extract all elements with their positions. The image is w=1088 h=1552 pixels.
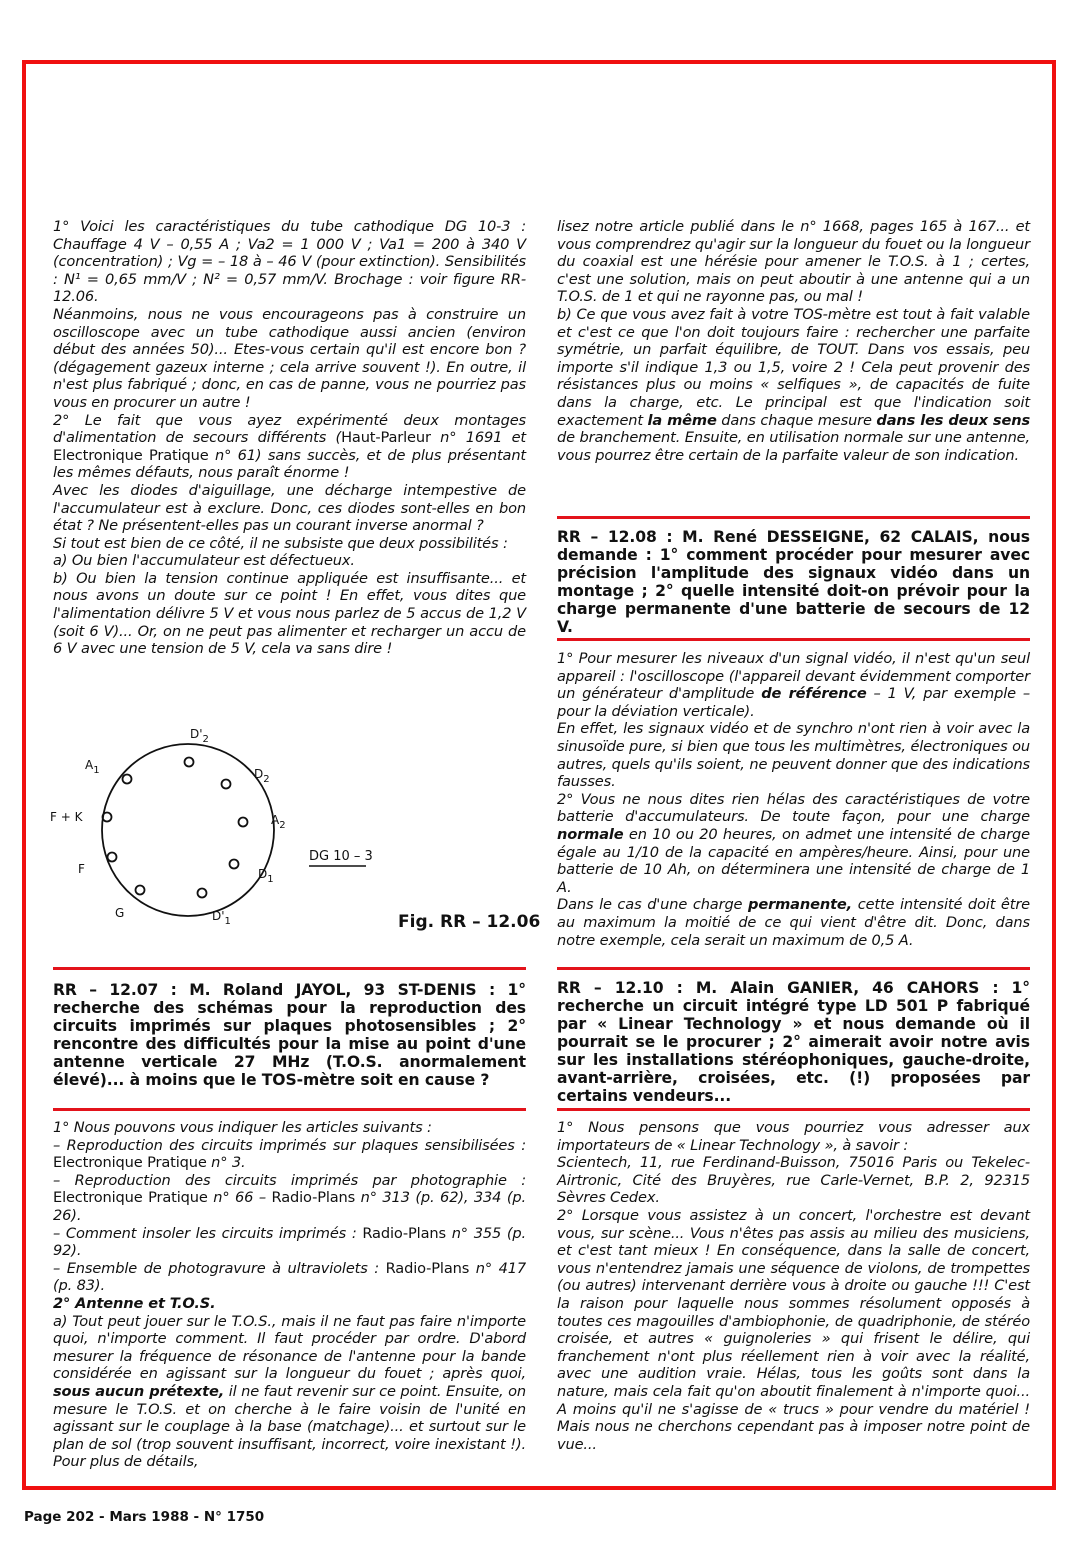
pin-label-a2: $A_2$ — [271, 813, 286, 831]
answer-paragraph: – Reproduction des circuits imprimés par photographie : Electronique Pratique n° 66 – Radio-Plans n° 313 (p. 62), 334 (p. 26). — [53, 1171, 526, 1224]
answer-paragraph: lisez notre article publié dans le n° 1668, pages 165 à 167... et vous comprendrez qu'agir sur la longueur du fouet ou la longueur du coaxial est une hérésie pour amener le T.O.S. à 1 ; certes, c'est une solution, mais on peut aboutir à une antenne qui a un T.O.S. de 1 et qui ne rayonne pas, ou mal ! — [557, 218, 1030, 306]
answer-paragraph: 1° Pour mesurer les niveaux d'un signal vidéo, il n'est qu'un seul appareil : l'oscilloscope (l'appareil devant évidemment comporter un générateur d'amplitude de référence – 1 V, par exemple – pour la déviation verticale). — [557, 650, 1030, 720]
pin-label-a1: $A_1$ — [85, 758, 100, 776]
answer-paragraph: 1° Voici les caractéristiques du tube cathodique DG 10-3 : Chauffage 4 V – 0,55 A ; Va2 = 1 000 V ; Va1 = 200 à 340 V (concentration) ; Vg = – 18 à – 46 V (pour extinction). Sensibilités : N¹ = 0,65 mm/V ; N² = 0,57 mm/V. Brochage : voir figure RR-12.06. — [53, 218, 526, 306]
answer-address: Scientech, 11, rue Ferdinand-Buisson, 75016 Paris ou Tekelec-Airtronic, Cité des Bruyères, rue Carle-Vernet, B.P. 2, 92315 Sèvres Cedex. — [557, 1154, 1030, 1207]
pin-label-d2: $D_2$ — [254, 767, 270, 785]
answer-paragraph: Si tout est bien de ce côté, il ne subsiste que deux possibilités : — [53, 534, 508, 552]
red-rule — [557, 1108, 1030, 1111]
answer-rr1207-continued — [557, 218, 1030, 464]
answer-paragraph: 1° Nous pensons que vous pourriez vous adresser aux importateurs de « Linear Technology », à savoir : — [557, 1119, 1030, 1154]
answer-rr1208 — [557, 650, 1030, 949]
answer-paragraph: 2° Lorsque vous assistez à un concert, l'orchestre est devant vous, sur scène... Vous n'êtes pas assis au milieu des musiciens, et c'est tant mieux ! En conséquence, dans la salle de concert, vous n'entendrez jamais une séquence de violons, de trompettes (ou autres) intervenant derrière vous à droite ou gauche !!! C'est la raison pour laquelle nous sommes résolument opposés à toutes ces magouilles d'ambiophonie, de quadriphonie, de stéréo croisée, et autres « guignoleries » qui frisent le délire, qui franchement n'ont plus réellement rien à voir avec la réalité, avec une audition vraie. Hélas, tous les goûts sont dans la nature, mais cela fait qu'on aboutit finalement à n'importe quoi... A moins qu'il ne s'agisse de « trucs » pour vendre du matériel ! Mais nous ne cherchons cependant pas à imposer notre point de vue... — [557, 1206, 1030, 1453]
question-header-rr1207: RR – 12.07 : M. Roland JAYOL, 93 ST-DENIS : 1° recherche des schémas pour la reproduction des circuits imprimés sur plaques photosensibles ; 2° rencontre des difficultés pour la mise au point d'une antenne verticale 27 MHz (T.O.S. anormalement élevé)... à moins que le TOS-mètre soit en cause ? — [53, 981, 526, 1089]
answer-paragraph: – Ensemble de photogravure à ultraviolets : Radio-Plans n° 417 (p. 83). — [53, 1259, 526, 1295]
pin-label-d-prime-2: $D'_2$ — [190, 727, 209, 745]
red-rule — [557, 516, 1030, 519]
answer-paragraph: Dans le cas d'une charge permanente, cette intensité doit être au maximum la moitié de ce qui vient d'être dit. Donc, dans notre exemple, cela serait un maximum de 0,5 A. — [557, 896, 1031, 949]
question-header-rr1208: RR – 12.08 : M. René DESSEIGNE, 62 CALAIS, nous demande : 1° comment procéder pour mesurer avec précision l'amplitude des signaux vidéo dans un montage ; 2° quelle intensité doit-on prévoir pour la charge permanente d'une batterie de secours de 12 V. — [557, 528, 1030, 636]
answer-paragraph: b) Ou bien la tension continue appliquée est insuffisante... et nous avons un doute sur ce point ! En effet, vous dites que l'alimentation délivre 5 V et vous nous parlez de 5 accus de 1,2 V (soit 6 V)... Or, on ne peut pas alimenter et recharger un accu de 6 V avec une tension de 5 V, cela va sans dire ! — [53, 569, 526, 658]
answer-paragraph: a) Ou bien l'accumulateur est défectueux. — [53, 552, 355, 570]
answer-paragraph: b) Ce que vous avez fait à votre TOS-mètre est tout à fait valable et c'est ce que l'on doit toujours faire : rechercher une parfaite symétrie, un parfait équilibre, de TOUT. Dans vos essais, peu importe s'il indique 1,3 ou 1,5, voire 2 ! Cela peut provenir des résistances plus ou moins « selfiques », de capacités de fuite dans la charge, etc. Le principal est que l'indication soit exactement la même dans chaque mesure dans les deux sens de branchement. Ensuite, en utilisation normale sur une antenne, vous pourrez être certain de la parfaite valeur de son indication. — [557, 305, 1030, 464]
pin-label-d-prime-1: $D'_1$ — [212, 909, 231, 927]
pin-label-f-plus-k: F + K — [50, 810, 83, 824]
answer-paragraph: a) Tout peut jouer sur le T.O.S., mais il ne faut pas faire n'importe quoi, n'importe comment. Il faut procéder par ordre. D'abord mesurer la fréquence de résonance de l'antenne pour la bande considérée en agissant sur la longueur du fouet ; après quoi, sous aucun prétexte, il ne faut revenir sur ce point. Ensuite, on mesure le T.O.S. et on cherche à le faire voisin de l'unité en agissant sur le couplage à la base (matchage)... et surtout sur le plan de sol (trop souvent insuffisant, incorrect, voire inexistant !). Pour plus de détails, — [53, 1312, 526, 1471]
question-header-rr1210: RR – 12.10 : M. Alain GANIER, 46 CAHORS : 1° recherche un circuit intégré type LD 501 P fabriqué par « Linear Technology » et nous demande où il pourrait se le procurer ; 2° aimerait avoir notre avis sur les installations stéréophoniques, gauche-droite, avant-arrière, croisées, etc. (!) proposées par certains vendeurs... — [557, 979, 1030, 1105]
red-rule — [557, 638, 1030, 641]
answer-rr1207 — [53, 1119, 526, 1471]
answer-paragraph: – Comment insoler les circuits imprimés : Radio-Plans n° 355 (p. 92). — [53, 1224, 527, 1260]
answer-paragraph: En effet, les signaux vidéo et de synchro n'ont rien à voir avec la sinusoïde pure, si bien que tous les multimètres, électroniques ou autres, quels qu'ils soient, ne peuvent donner que des indications fausses. — [557, 720, 1030, 791]
red-rule — [53, 1108, 526, 1111]
page-footer: Page 202 - Mars 1988 - N° 1750 — [24, 1509, 265, 1525]
figure-caption: Fig. RR – 12.06 — [398, 912, 541, 932]
answer-paragraph: Néanmoins, nous ne vous encourageons pas à construire un oscilloscope avec un tube cathodique aussi ancien (environ début des années 50)... Etes-vous certain qu'il est encore bon ? (dégagement gazeux interne ; cela arrive souvent !). En outre, il n'est plus fabriqué ; donc, en cas de panne, vous ne pourriez pas vous en procurer un autre ! — [53, 305, 526, 411]
answer-paragraph: 1° Nous pouvons vous indiquer les articles suivants : — [53, 1119, 432, 1136]
tube-pinout-diagram — [40, 720, 400, 940]
answer-paragraph: 2° Le fait que vous ayez expérimenté deux montages d'alimentation de secours différents (Haut-Parleur n° 1691 et Electronique Pratique n° 61) sans succès, et de plus présentant les mêmes défauts, nous paraît énorme ! — [53, 411, 526, 482]
red-rule — [557, 967, 1030, 970]
pin-label-f: F — [78, 862, 85, 876]
tube-label: DG 10 – 3 — [309, 849, 373, 864]
pin-label-d1: $D_1$ — [258, 867, 274, 885]
answer-paragraph: Avec les diodes d'aiguillage, une décharge intempestive de l'accumulateur est à exclure. Donc, ces diodes sont-elles en bon état ? Ne présentent-elles pas un courant inverse anormal ? — [53, 481, 526, 535]
pin-label-g: G — [115, 906, 125, 920]
answer-rr1210 — [557, 1119, 1030, 1453]
answer-subheading: 2° Antenne et T.O.S. — [53, 1294, 216, 1312]
answer-paragraph: 2° Vous ne nous dites rien hélas des caractéristiques de votre batterie d'accumulateurs. De toute façon, pour une charge normale en 10 ou 20 heures, on admet une intensité de charge égale au 1/10 de la capacité en ampères/heure. Ainsi, pour une batterie de 10 Ah, on déterminera une intensité de charge de 1 A. — [557, 790, 1030, 896]
answer-rr1206 — [53, 218, 526, 658]
red-rule — [53, 967, 526, 970]
answer-paragraph: – Reproduction des circuits imprimés sur plaques sensibilisées : Electronique Pratique n° 3. — [53, 1136, 526, 1172]
